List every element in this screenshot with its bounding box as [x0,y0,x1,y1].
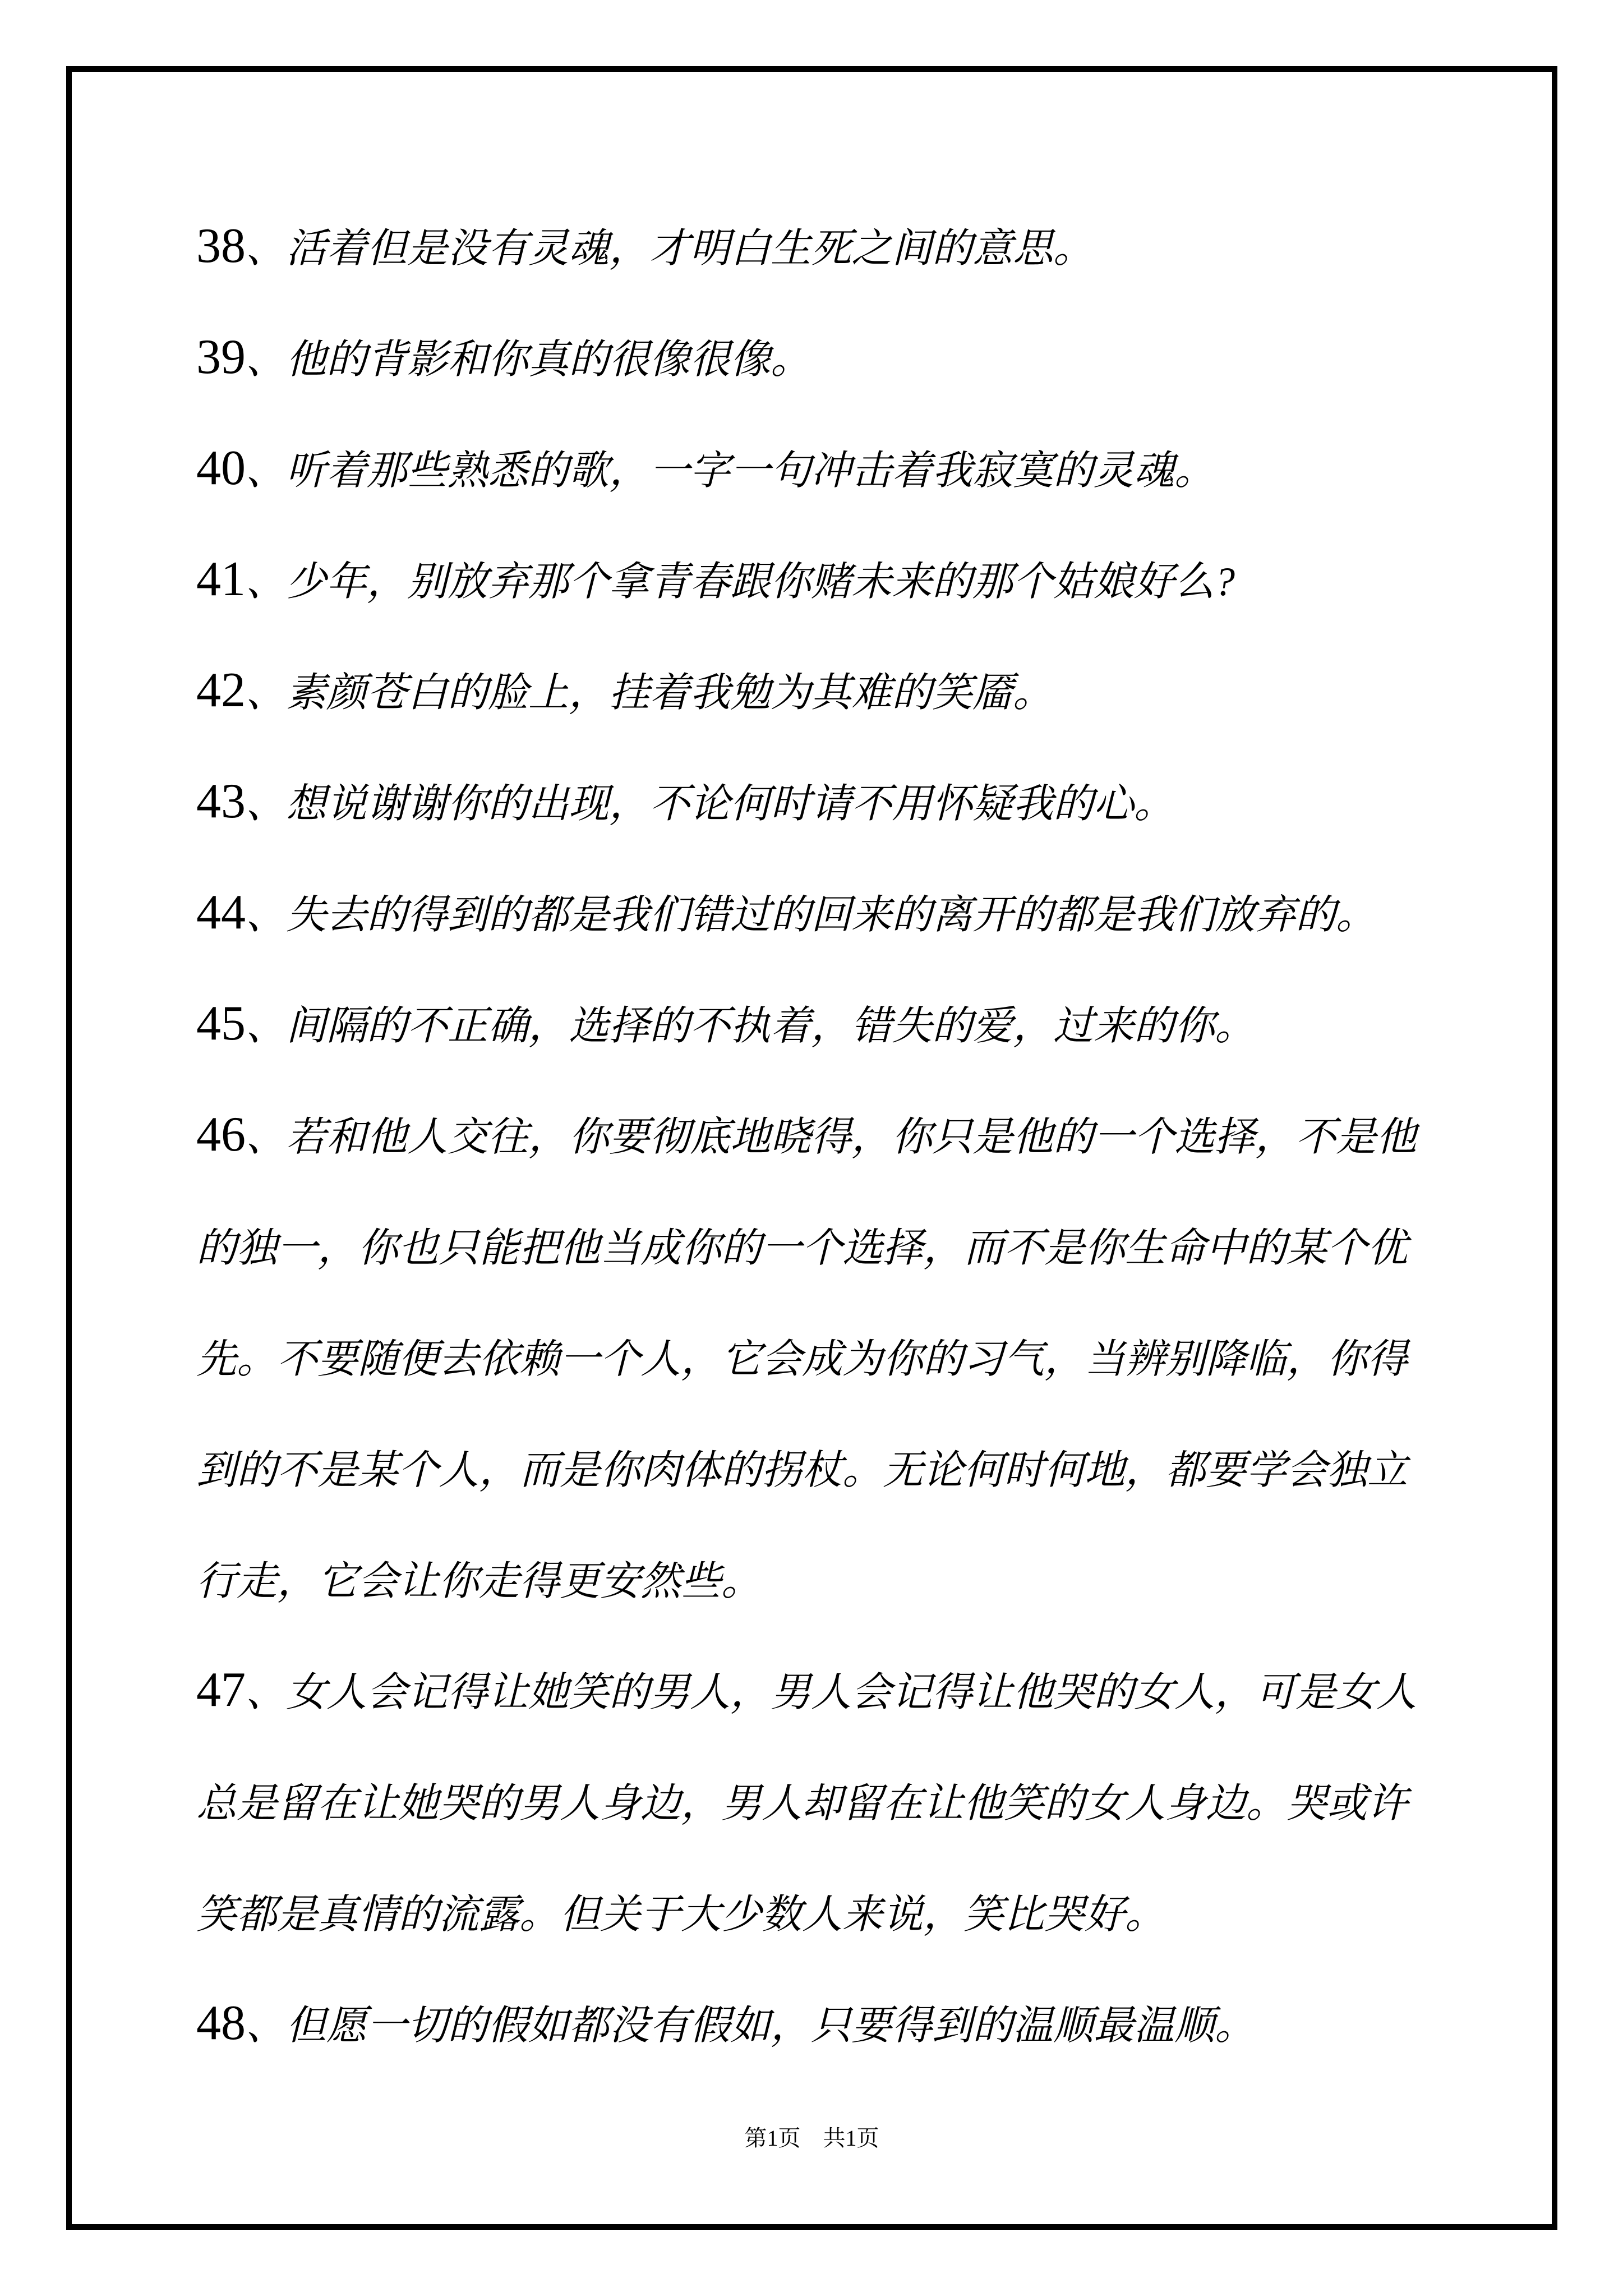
quote-list [196,193,1430,2081]
quote-text: 素颜苍白的脸上，挂着我勉为其难的笑靥。 [286,670,1054,715]
quote-separator: 、 [246,1004,287,1048]
quote-text: 活着但是没有灵魂，才明白生死之间的意思。 [286,226,1094,271]
quote-item [196,193,1430,304]
quote-text: 但愿一切的假如都没有假如，只要得到的温顺最温顺。 [286,2003,1256,2048]
quote-separator: 、 [246,448,287,493]
quote-separator: 、 [246,2003,287,2048]
quote-text: 他的背影和你真的很像很像。 [286,337,811,382]
quote-separator: 、 [246,226,287,271]
quote-item [196,859,1430,970]
quote-separator: 、 [246,1115,287,1159]
quote-number: 46 [196,1107,246,1162]
quote-text: 女人会记得让她笑的男人，男人会记得让他哭的女人，可是女人总是留在让她哭的男人身边，男人却留在让他笑的女人身边。哭或许笑都是真情的流露。但关于大少数人来说，笑比哭好。 [196,1670,1417,1937]
quote-text: 想说谢谢你的出现，不论何时请不用怀疑我的心。 [286,781,1175,826]
quote-number: 48 [196,1996,246,2050]
quote-text: 若和他人交往，你要彻底地晓得，你只是他的一个选择，不是他的独一，你也只能把他当成你的一个选择，而不是你生命中的某个优先。不要随便去依赖一个人，它会成为你的习气，当辨别降临，你得到的不是某个人，而是你肉体的拐杖。无论何时何地，都要学会独立行走，它会让你走得更安然些。 [196,1115,1417,1604]
quote-separator: 、 [246,670,287,715]
quote-number: 47 [196,1663,246,1717]
quote-item [196,526,1430,637]
quote-separator: 、 [246,1670,287,1715]
quote-number: 41 [196,552,246,606]
quote-text: 失去的得到的都是我们错过的回来的离开的都是我们放弃的。 [286,892,1377,937]
quote-separator: 、 [246,781,287,826]
quote-separator: 、 [246,892,287,937]
quote-separator: 、 [246,559,287,604]
quote-number: 38 [196,219,246,273]
quote-number: 39 [196,330,246,384]
quote-number: 45 [196,996,246,1051]
quote-text: 听着那些熟悉的歌，一字一句冲击着我寂寞的灵魂。 [286,448,1215,493]
quote-text: 间隔的不正确，选择的不执着，错失的爱，过来的你。 [286,1004,1256,1048]
quote-item [196,637,1430,748]
quote-number: 43 [196,774,246,829]
quote-item [196,304,1430,415]
quote-item [196,970,1430,1082]
quote-separator: 、 [246,337,287,382]
quote-item [196,1082,1430,1637]
quote-item [196,748,1430,859]
page-footer: 第1页 共1页 [744,2125,879,2151]
quote-number: 42 [196,663,246,717]
quote-number: 40 [196,441,246,495]
quote-item [196,1970,1430,2081]
quote-item [196,1637,1430,1970]
quote-text: 少年，别放弃那个拿青春跟你赌未来的那个姑娘好么? [286,559,1235,604]
quote-item [196,415,1430,526]
quote-number: 44 [196,885,246,940]
